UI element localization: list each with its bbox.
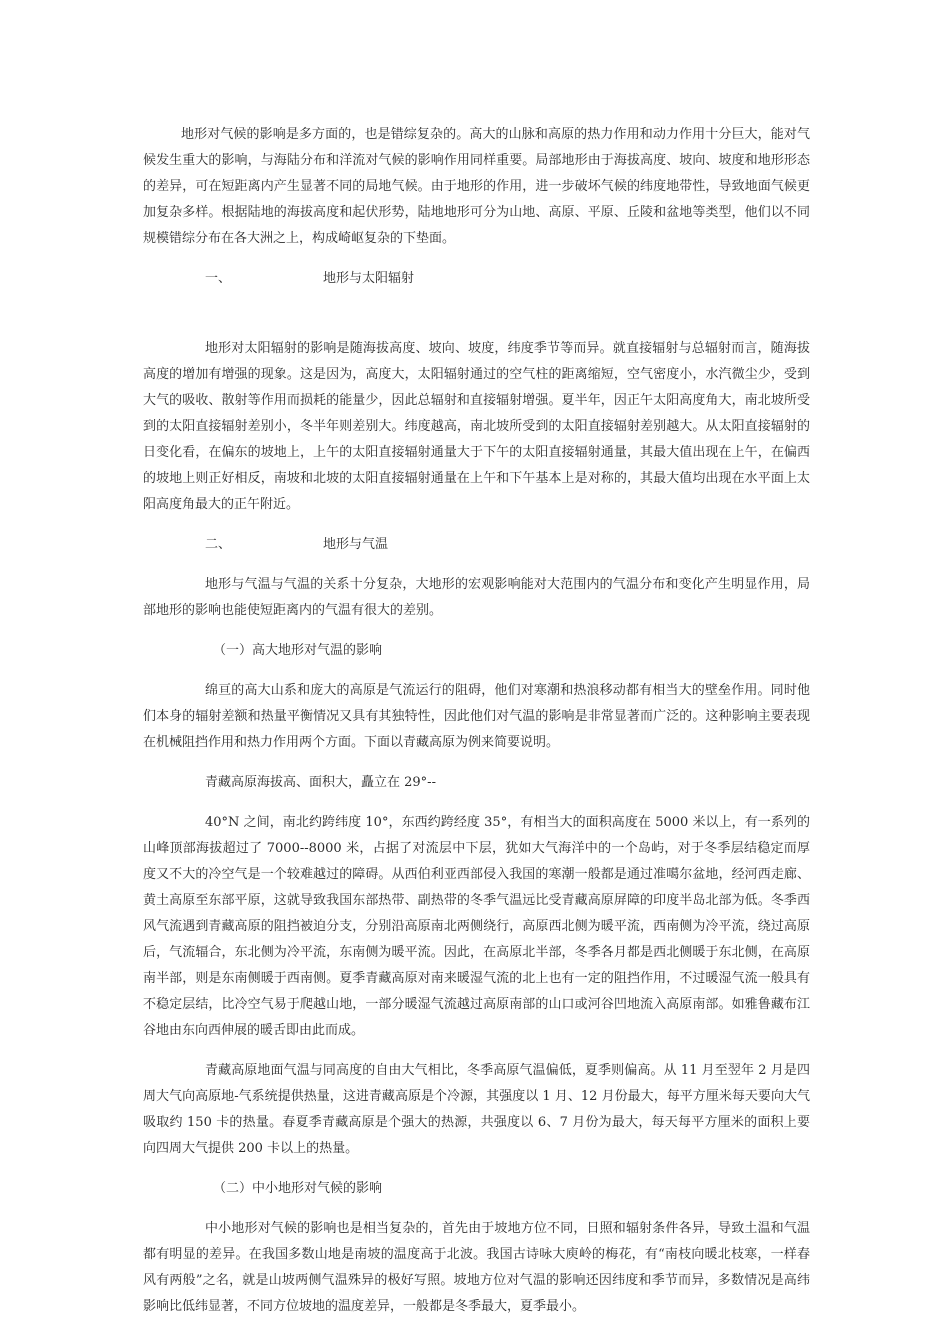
- paragraph-intro: 地形对气候的影响是多方面的，也是错综复杂的。高大的山脉和高原的热力作用和动力作用十分巨大，能对气候发生重大的影响，与海陆分布和洋流对气候的影响作用同样重要。局部地形由于海拔高度、坡向、坡度和地形形态的差异，可在短距离内产生显著不同的局地气候。由于地形的作用，进一步破坏气候的纬度地带性，导致地面气候更加复杂多样。根据陆地的海拔高度和起伏形势，陆地地形可分为山地、高原、平原、丘陵和盆地等类型，他们以不同规模错综分布在各大洲之上，构成崎岖复杂的下垫面。: [143, 127, 810, 246]
- paragraph-tibet-heat: 青藏高原地面气温与同高度的自由大气相比，冬季高原气温偏低，夏季则偏高。从 11 月至翌年 2 月是四周大气向高原地-气系统提供热量，这进青藏高原是个冷源，其强度以 1 月、12 月份最大，每平方厘米每天要向大气吸取约 150 卡的热量。春夏季青藏高原是个强大的热源，共强度以 6、7 月份为最大，每天每平方厘米的面积上要向四周大气提供 200 卡以上的热量。: [143, 1063, 810, 1156]
- subsection-heading-2: （二）中小地形对气候的影响: [213, 1181, 383, 1196]
- paragraph-tibet-intro: 青藏高原海拔高、面积大，矗立在 29°--: [205, 775, 436, 790]
- paragraph-solar-radiation: 地形对太阳辐射的影响是随海拔高度、坡向、坡度，纬度季节等而异。就直接辐射与总辐射而言，随海拔高度的增加有增强的现象。这是因为，高度大，太阳辐射通过的空气柱的距离缩短，空气密度小，水汽微尘少，受到大气的吸收、散射等作用而损耗的能量少，因此总辐射和直接辐射增强。夏半年，因正午太阳高度角大，南北坡所受到的太阳直接辐射差别小，冬半年则差别大。纬度越高，南北坡所受到的太阳直接辐射差别越大。从太阳直接辐射的日变化看，在偏东的坡地上，上午的太阳直接辐射通量大于下午的太阳直接辐射通量，其最大值出现在上午，在偏西的坡地上则正好相反，南坡和北坡的太阳直接辐射通量在上午和下午基本上是对称的，其最大值均出现在水平面上太阳高度角最大的正午附近。: [143, 341, 810, 512]
- spacer: [143, 306, 810, 336]
- section-number-2: 二、: [205, 537, 232, 552]
- section-title-1: 地形与太阳辐射: [323, 271, 415, 286]
- paragraph-temperature-intro: 地形与气温与气温的关系十分复杂，大地形的宏观影响能对大范围内的气温分布和变化产生明显作用，局部地形的影响也能使短距离内的气温有很大的差别。: [143, 577, 810, 618]
- section-title-2: 地形与气温: [323, 537, 389, 552]
- document-body: [143, 122, 810, 1334]
- paragraph-tibet-detail: 40°N 之间，南北约跨纬度 10°，东西约跨经度 35°，有相当大的面积高度在 5000 米以上，有一系列的山峰顶部海拔超过了 7000--8000 米，占据了对流层中下层，犹如大气海洋中的一个岛屿，对于冬季层结稳定而厚度又不大的冷空气是一个较难越过的障碍。从西伯利亚西部侵入我国的寒潮一般都是通过准噶尔盆地，经河西走廊、黄土高原至东部平原，这就导致我国东部热带、副热带的冬季气温远比受青藏高原屏障的印度半岛北部为低。冬季西风气流遇到青藏高原的阻挡被迫分支，分别沿高原南北两侧绕行，高原西北侧为暖平流，西南侧为冷平流，绕过高原后，气流辐合，东北侧为冷平流，东南侧为暖平流。因此，在高原北半部，冬季各月都是西北侧暖于东北侧，在高原南半部，则是东南侧暖于西南侧。夏季青藏高原对南来暖湿气流的北上也有一定的阻挡作用，不过暖湿气流一般具有不稳定层结，比冷空气易于爬越山地，一部分暖湿气流越过高原南部的山口或河谷凹地流入高原南部。如雅鲁藏布江谷地由东向西伸展的暖舌即由此而成。: [143, 815, 810, 1038]
- section-heading-2: [143, 532, 810, 558]
- paragraph-small-terrain: 中小地形对气候的影响也是相当复杂的，首先由于坡地方位不同，日照和辐射条件各异，导致土温和气温都有明显的差异。在我国多数山地是南坡的温度高于北波。我国古诗咏大庾岭的梅花，有“南枝向暖北枝寒，一样春风有两般”之名，就是山坡两侧气温殊异的极好写照。坡地方位对气温的影响还因纬度和季节而异，多数情况是高纬影响比低纬显著，不同方位坡地的温度差异，一般都是冬季最大，夏季最小。: [143, 1221, 810, 1314]
- section-heading-1: [143, 266, 810, 292]
- subsection-heading-1: （一）高大地形对气温的影响: [213, 643, 383, 658]
- section-number-1: 一、: [205, 271, 232, 286]
- paragraph-large-terrain: 绵亘的高大山系和庞大的高原是气流运行的阻碍，他们对寒潮和热浪移动都有相当大的壁垒作用。同时他们本身的辐射差额和热量平衡情况又具有其独特性，因此他们对气温的影响是非常显著而广泛的。这种影响主要表现在机械阻挡作用和热力作用两个方面。下面以青藏高原为例来简要说明。: [143, 683, 810, 750]
